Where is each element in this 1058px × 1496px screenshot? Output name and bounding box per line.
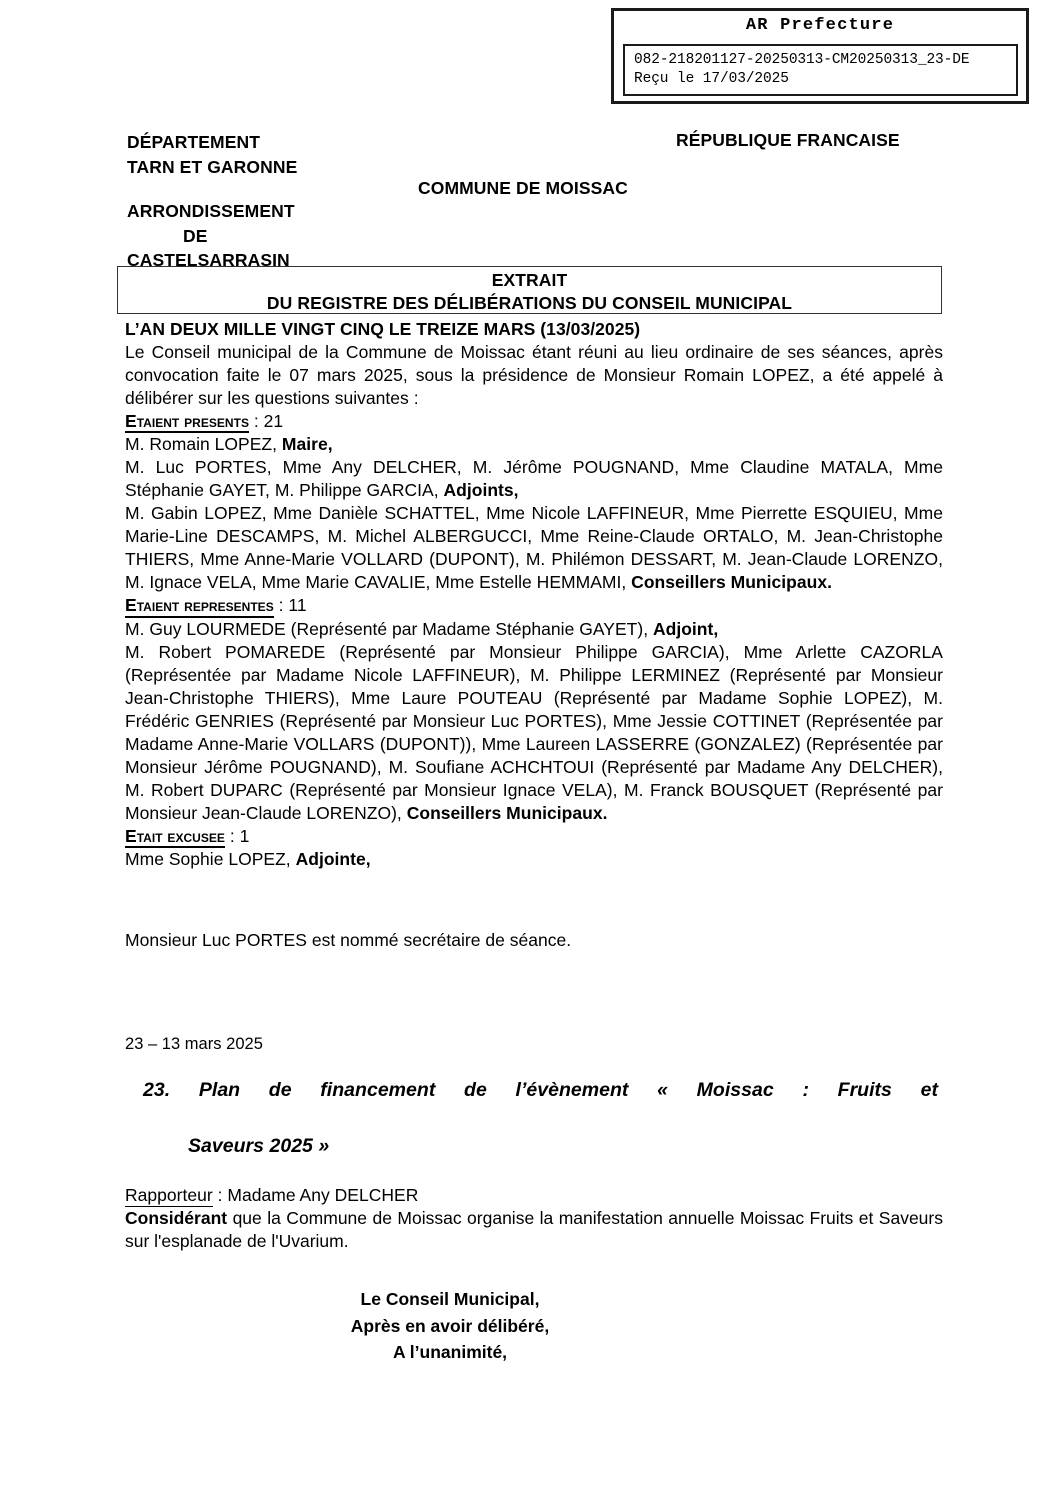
republic-label: RÉPUBLIQUE FRANCAISE <box>676 130 900 150</box>
presents-conseillers-line <box>125 502 943 594</box>
mayor-name: M. Romain LOPEZ, <box>125 434 282 455</box>
presents-heading <box>125 410 943 433</box>
represented-conseillers-line <box>125 641 943 825</box>
resolution-line-3: A l’unanimité, <box>392 1342 508 1363</box>
ar-stamp-reference: 082-218201127-20250313-CM20250313_23-DE <box>634 52 970 68</box>
represented-adjoint-name: M. Guy LOURMEDE (Représenté par Madame Stéphanie GAYET), <box>125 618 653 639</box>
departement-name: TARN ET GARONNE <box>127 156 298 177</box>
deliberation-body <box>125 318 943 952</box>
rapporteur-value: : Madame Any DELCHER <box>212 1184 419 1205</box>
administrative-origin <box>127 130 297 273</box>
ar-prefecture-stamp <box>611 8 1029 104</box>
excused-line <box>125 848 943 871</box>
ar-stamp-received-date: Reçu le 17/03/2025 <box>634 71 789 88</box>
excused-name: Mme Sophie LOPEZ, <box>125 848 296 869</box>
header-gap <box>127 180 297 199</box>
departement-label: DÉPARTEMENT <box>127 132 260 152</box>
represented-adjoint-role: Adjoint, <box>652 618 719 639</box>
commune-label: COMMUNE DE MOISSAC <box>418 178 628 198</box>
presents-mayor-line <box>125 433 943 456</box>
adjoints-role: Adjoints, <box>443 480 519 501</box>
arrondissement-de: DE <box>183 225 208 246</box>
presents-count: : 21 <box>249 411 284 431</box>
deliberation-reference: 23 – 13 mars 2025 <box>125 1035 263 1053</box>
represented-conseillers-names: M. Robert POMAREDE (Représenté par Monsieur Philippe GARCIA), Mme Arlette CAZORLA (Représentée par Madame Nicole LAFFINEUR), M. Philippe LERMINEZ (Représenté par Monsieur Jean-Christophe THIERS), Mme Laure POUTEAU (Représenté par Madame Sophie LOPEZ), M. Frédéric GENRIES (Représenté par Monsieur Luc PORTES), Mme Jessie COTTINET (Représentée par Madame Anne-Marie VOLLARS (DUPONT)), Mme Laureen LASSERRE (GONZALEZ) (Représentée par Monsieur Jérôme POUGNAND), M. Soufiane ACHCHTOUI (Représenté par Madame Any DELCHER), M. Robert DUPARC (Représenté par Monsieur Ignace VELA), M. Franck BOUSQUET (Représenté par Monsieur Jean-Claude LORENZO), <box>125 641 943 823</box>
rapporteur-line <box>125 1185 950 1206</box>
arrondissement-name: CASTELSARRASIN <box>127 250 290 271</box>
resolution-block <box>125 1286 775 1366</box>
presents-adjoints-line <box>125 456 943 502</box>
resolution-line-2: Après en avoir délibéré, <box>350 1315 550 1336</box>
extrait-banner <box>117 266 942 314</box>
deliberation-title-line-1: 23. Plan de financement de l’évènement « Moissac : Fruits et <box>143 1079 938 1102</box>
deliberation-section <box>125 1034 950 1206</box>
adjoints-names: M. Luc PORTES, Mme Any DELCHER, M. Jérôme POUGNAND, Mme Claudine MATALA, Mme Stéphanie GAYET, M. Philippe GARCIA, <box>125 457 943 501</box>
body-spacer <box>125 871 943 929</box>
extrait-line-1: EXTRAIT <box>491 270 568 290</box>
represented-count: : 11 <box>273 595 307 616</box>
deliberation-title <box>143 1077 938 1160</box>
represented-label: Etaient representes <box>125 596 274 617</box>
considerant-keyword: Considérant <box>125 1208 228 1228</box>
presents-label: Etaient presents <box>125 412 249 433</box>
represented-adjoint-line <box>125 618 943 641</box>
excused-label: Etait excusee <box>125 827 225 848</box>
secretary-line: Monsieur Luc PORTES est nommé secrétaire de séance. <box>125 929 572 950</box>
ar-stamp-details <box>623 44 1018 96</box>
conseillers-names: M. Gabin LOPEZ, Mme Danièle SCHATTEL, Mme Nicole LAFFINEUR, Mme Pierrette ESQUIEU, Mme Marie-Line DESCAMPS, M. Michel ALBERGUCCI, Mme Reine-Claude ORTALO, M. Jean-Christophe THIERS, Mme Anne-Marie VOLLARD (DUPONT), M. Philémon DESSART, M. Jean-Claude LORENZO, M. Ignace VELA, Mme Marie CAVALIE, Mme Estelle HEMMAMI, <box>125 503 943 593</box>
represented-conseillers-role: Conseillers Municipaux. <box>406 802 608 823</box>
excused-role: Adjointe, <box>295 848 371 869</box>
document-header <box>0 130 1058 271</box>
considerant-paragraph <box>125 1207 943 1254</box>
excused-heading <box>125 825 943 848</box>
session-date-title: L’AN DEUX MILLE VINGT CINQ LE TREIZE MARS (13/03/2025) <box>125 319 641 339</box>
session-intro: Le Conseil municipal de la Commune de Moissac étant réuni au lieu ordinaire de ses séances, après convocation faite le 07 mars 2025, sous la présidence de Monsieur Romain LOPEZ, a été appelé à délibérer sur les questions suivantes : <box>125 342 943 408</box>
resolution-line-1: Le Conseil Municipal, <box>360 1289 540 1309</box>
considerant-text: que la Commune de Moissac organise la manifestation annuelle Moissac Fruits et Saveurs sur l'esplanade de l'Uvarium. <box>125 1208 943 1252</box>
represented-heading <box>125 594 943 617</box>
ar-stamp-title: AR Prefecture <box>745 16 895 35</box>
arrondissement-label: ARRONDISSEMENT <box>127 200 295 221</box>
extrait-line-2: DU REGISTRE DES DÉLIBÉRATIONS DU CONSEIL MUNICIPAL <box>266 293 793 314</box>
excused-count: : 1 <box>224 825 250 846</box>
mayor-role: Maire, <box>281 434 333 455</box>
conseillers-role: Conseillers Municipaux. <box>631 572 832 593</box>
deliberation-title-line-2: Saveurs 2025 » <box>188 1134 330 1157</box>
rapporteur-label: Rapporteur <box>125 1184 213 1205</box>
